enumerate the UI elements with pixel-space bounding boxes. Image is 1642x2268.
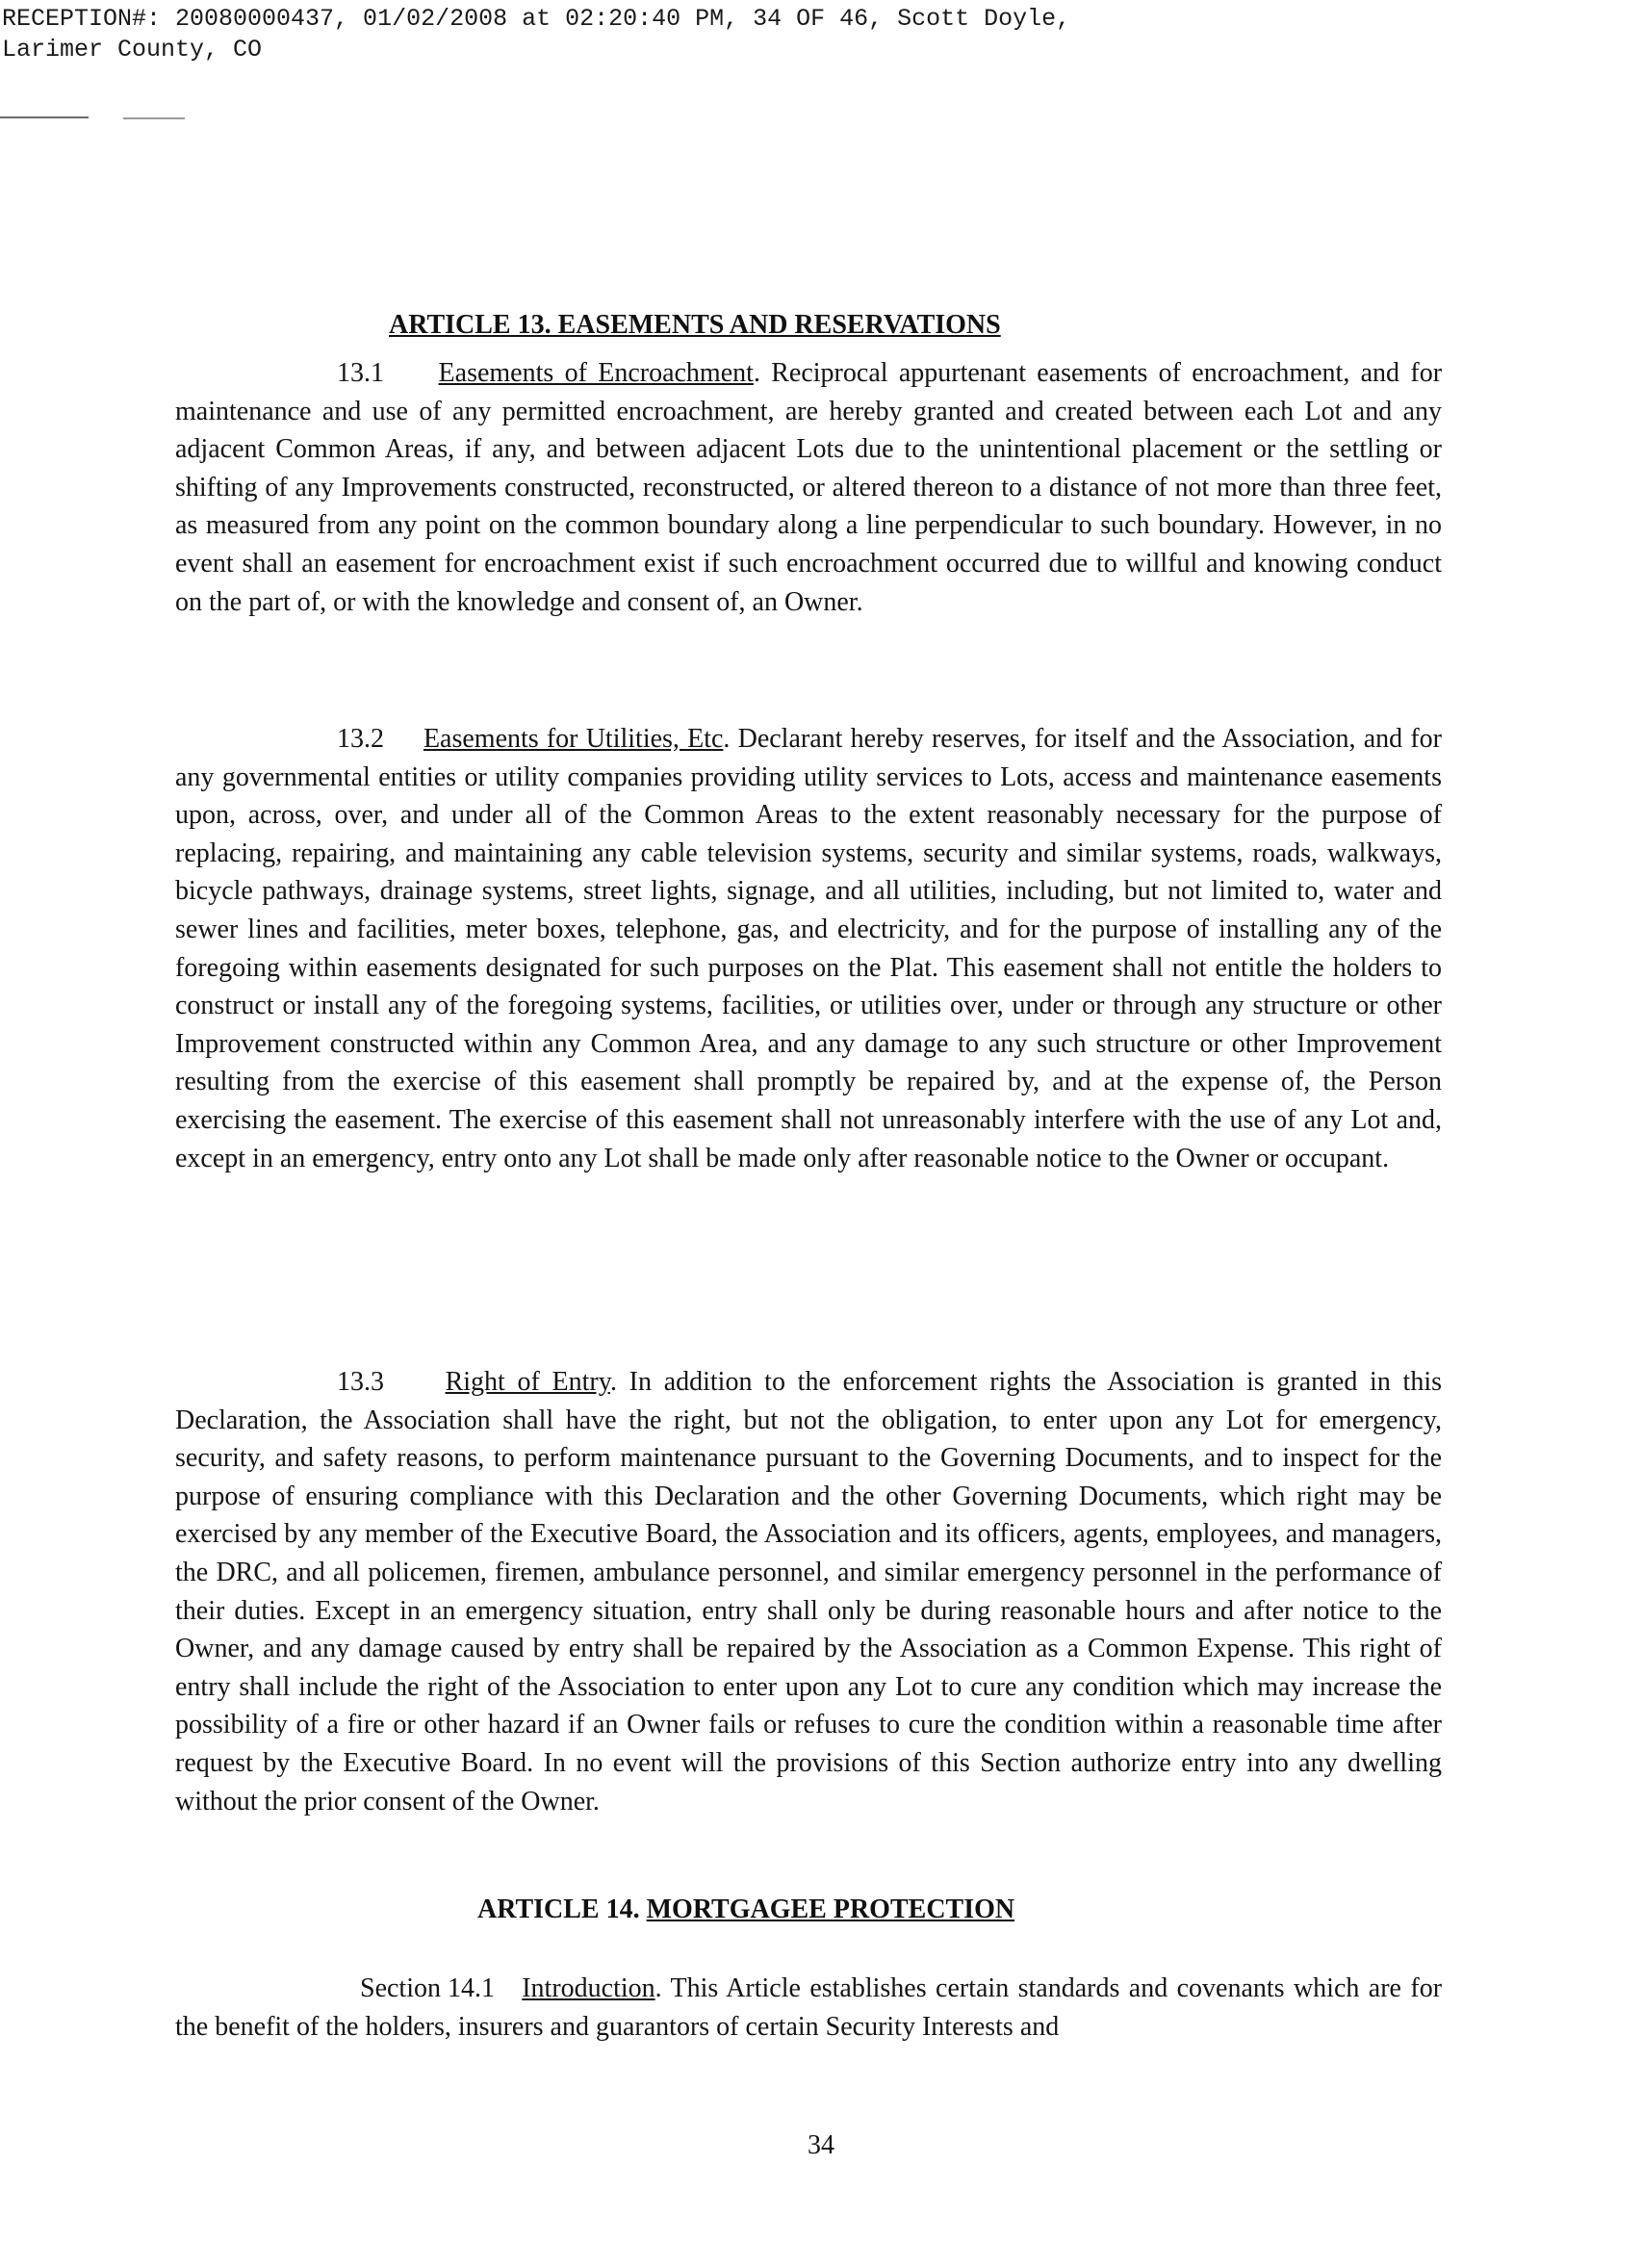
section-body: Declarant hereby reserves, for itself and the Association, and for any governmental entities or utility companies providing utility services to Lots, access and maintenance easements upon, across, over, and under all of the Common Areas to the extent reasonably necessary for the purpose of replacing, repairing, and maintaining any cable television systems, security and similar systems, roads, walkways, bicycle pathways, drainage systems, street lights, signage, and all utilities, including, but not limited to, water and sewer lines and facilities, meter boxes, telephone, gas, and electricity, and for the purpose of installing any of the foregoing within easements designated for such purposes on the Plat. This easement shall not entitle the holders to construct or install any of the foregoing systems, facilities, or utilities over, under or through any structure or other Improvement constructed within any Common Area, and any damage to any such structure or other Improvement resulting from the exercise of this easement shall promptly be repaired by, and at the expense of, the Person exercising the easement. The exercise of this easement shall not unreasonably interfere with the use of any Lot and, except in an emergency, entry onto any Lot shall be made only after reasonable notice to the Owner or occupant.: [175, 724, 1443, 1173]
recording-stamp-header: [2, 4, 1070, 65]
page-number: 34: [808, 2130, 834, 2160]
section-body: This Article establishes certain standards and covenants which are for the benefit of the holders, insurers and guarantors of certain Security Interests and: [175, 1973, 1443, 2042]
section-13-2: 13.2 Easements for Utilities, Etc. Declarant hereby reserves, for itself and the Association, and for any governmental entities or utility companies providing utility services to Lots, access and maintenance easements upon, across, over, and under all of the Common Areas to the extent reasonably necessary for the purpose of replacing, repairing, and maintaining any cable television systems, security and similar systems, roads, walkways, bicycle pathways, drainage systems, street lights, signage, and all utilities, including, but not limited to, water and sewer lines and facilities, meter boxes, telephone, gas, and electricity, and for the purpose of installing any of the foregoing within easements designated for such purposes on the Plat. This easement shall not entitle the holders to construct or install any of the foregoing systems, facilities, or utilities over, under or through any structure or other Improvement constructed within any Common Area, and any damage to any such structure or other Improvement resulting from the exercise of this easement shall promptly be repaired by, and at the expense of, the Person exercising the easement. The exercise of this easement shall not unreasonably interfere with the use of any Lot and, except in an emergency, entry onto any Lot shall be made only after reasonable notice to the Owner or occupant.: [175, 720, 1442, 1177]
article-14-title: MORTGAGEE PROTECTION: [646, 1894, 1015, 1924]
recording-stamp-line-2: Larimer County, CO: [2, 36, 263, 64]
section-number: 13.1: [337, 358, 384, 388]
article-14-heading: [477, 1893, 1170, 1927]
section-title: Easements for Utilities, Etc: [423, 724, 724, 754]
section-body: Reciprocal appurtenant easements of encroachment, and for maintenance and use of any permitted encroachment, are hereby granted and created between each Lot and any adjacent Common Areas, if any, and between adjacent Lots due to the unintentional placement or the settling or shifting of any Improvements constructed, reconstructed, or altered thereon to a distance of not more than three feet, as measured from any point on the common boundary along a line perpendicular to such boundary. However, in no event shall an easement for encroachment exist if such encroachment occurred due to willful and knowing conduct on the part of, or with the knowledge and consent of, an Owner.: [175, 358, 1443, 617]
recording-stamp-line-1: RECEPTION#: 20080000437, 01/02/2008 at 02:20:40 PM, 34 OF 46, Scott Doyle,: [2, 5, 1071, 33]
section-title: Introduction: [522, 1973, 655, 2003]
scan-rule-right: [123, 117, 185, 119]
section-title: Right of Entry: [445, 1367, 610, 1397]
article-14-prefix: ARTICLE 14.: [477, 1894, 640, 1924]
section-title: Easements of Encroachment: [438, 358, 754, 388]
section-number: 13.2: [337, 724, 384, 754]
section-number: Section 14.1: [360, 1973, 495, 2003]
article-13-heading: ARTICLE 13. EASEMENTS AND RESERVATIONS: [389, 310, 1001, 340]
section-13-1: 13.1 Easements of Encroachment. Reciprocal appurtenant easements of encroachment, and for maintenance and use of any permitted encroachment, are hereby granted and created between each Lot and any adjacent Common Areas, if any, and between adjacent Lots due to the unintentional placement or the settling or shifting of any Improvements constructed, reconstructed, or altered thereon to a distance of not more than three feet, as measured from any point on the common boundary along a line perpendicular to such boundary. However, in no event shall an easement for encroachment exist if such encroachment occurred due to willful and knowing conduct on the part of, or with the knowledge and consent of, an Owner.: [175, 354, 1442, 621]
section-number: 13.3: [337, 1367, 384, 1397]
section-body: In addition to the enforcement rights the Association is granted in this Declaration, the Association shall have the right, but not the obligation, to enter upon any Lot for emergency, security, and safety reasons, to perform maintenance pursuant to the Governing Documents, and to inspect for the purpose of ensuring compliance with this Declaration and the other Governing Documents, which right may be exercised by any member of the Executive Board, the Association and its officers, agents, employees, and managers, the DRC, and all policemen, firemen, ambulance personnel, and similar emergency personnel in the performance of their duties. Except in an emergency situation, entry shall only be during reasonable hours and after notice to the Owner, and any damage caused by entry shall be repaired by the Association as a Common Expense. This right of entry shall include the right of the Association to enter upon any Lot to cure any condition which may increase the possibility of a fire or other hazard if an Owner fails or refuses to cure the condition within a reasonable time after request by the Executive Board. In no event will the provisions of this Section authorize entry into any dwelling without the prior consent of the Owner.: [175, 1367, 1443, 1817]
section-14-1: Section 14.1 Introduction. This Article establishes certain standards and covenants which are for the benefit of the holders, insurers and guarantors of certain Security Interests and: [175, 1970, 1442, 2046]
section-13-3: 13.3 Right of Entry. In addition to the enforcement rights the Association is granted in this Declaration, the Association shall have the right, but not the obligation, to enter upon any Lot for emergency, security, and safety reasons, to perform maintenance pursuant to the Governing Documents, and to inspect for the purpose of ensuring compliance with this Declaration and the other Governing Documents, which right may be exercised by any member of the Executive Board, the Association and its officers, agents, employees, and managers, the DRC, and all policemen, firemen, ambulance personnel, and similar emergency personnel in the performance of their duties. Except in an emergency situation, entry shall only be during reasonable hours and after notice to the Owner, and any damage caused by entry shall be repaired by the Association as a Common Expense. This right of entry shall include the right of the Association to enter upon any Lot to cure any condition which may increase the possibility of a fire or other hazard if an Owner fails or refuses to cure the condition within a reasonable time after request by the Executive Board. In no event will the provisions of this Section authorize entry into any dwelling without the prior consent of the Owner.: [175, 1363, 1442, 1820]
scan-rule-left: [0, 116, 89, 118]
